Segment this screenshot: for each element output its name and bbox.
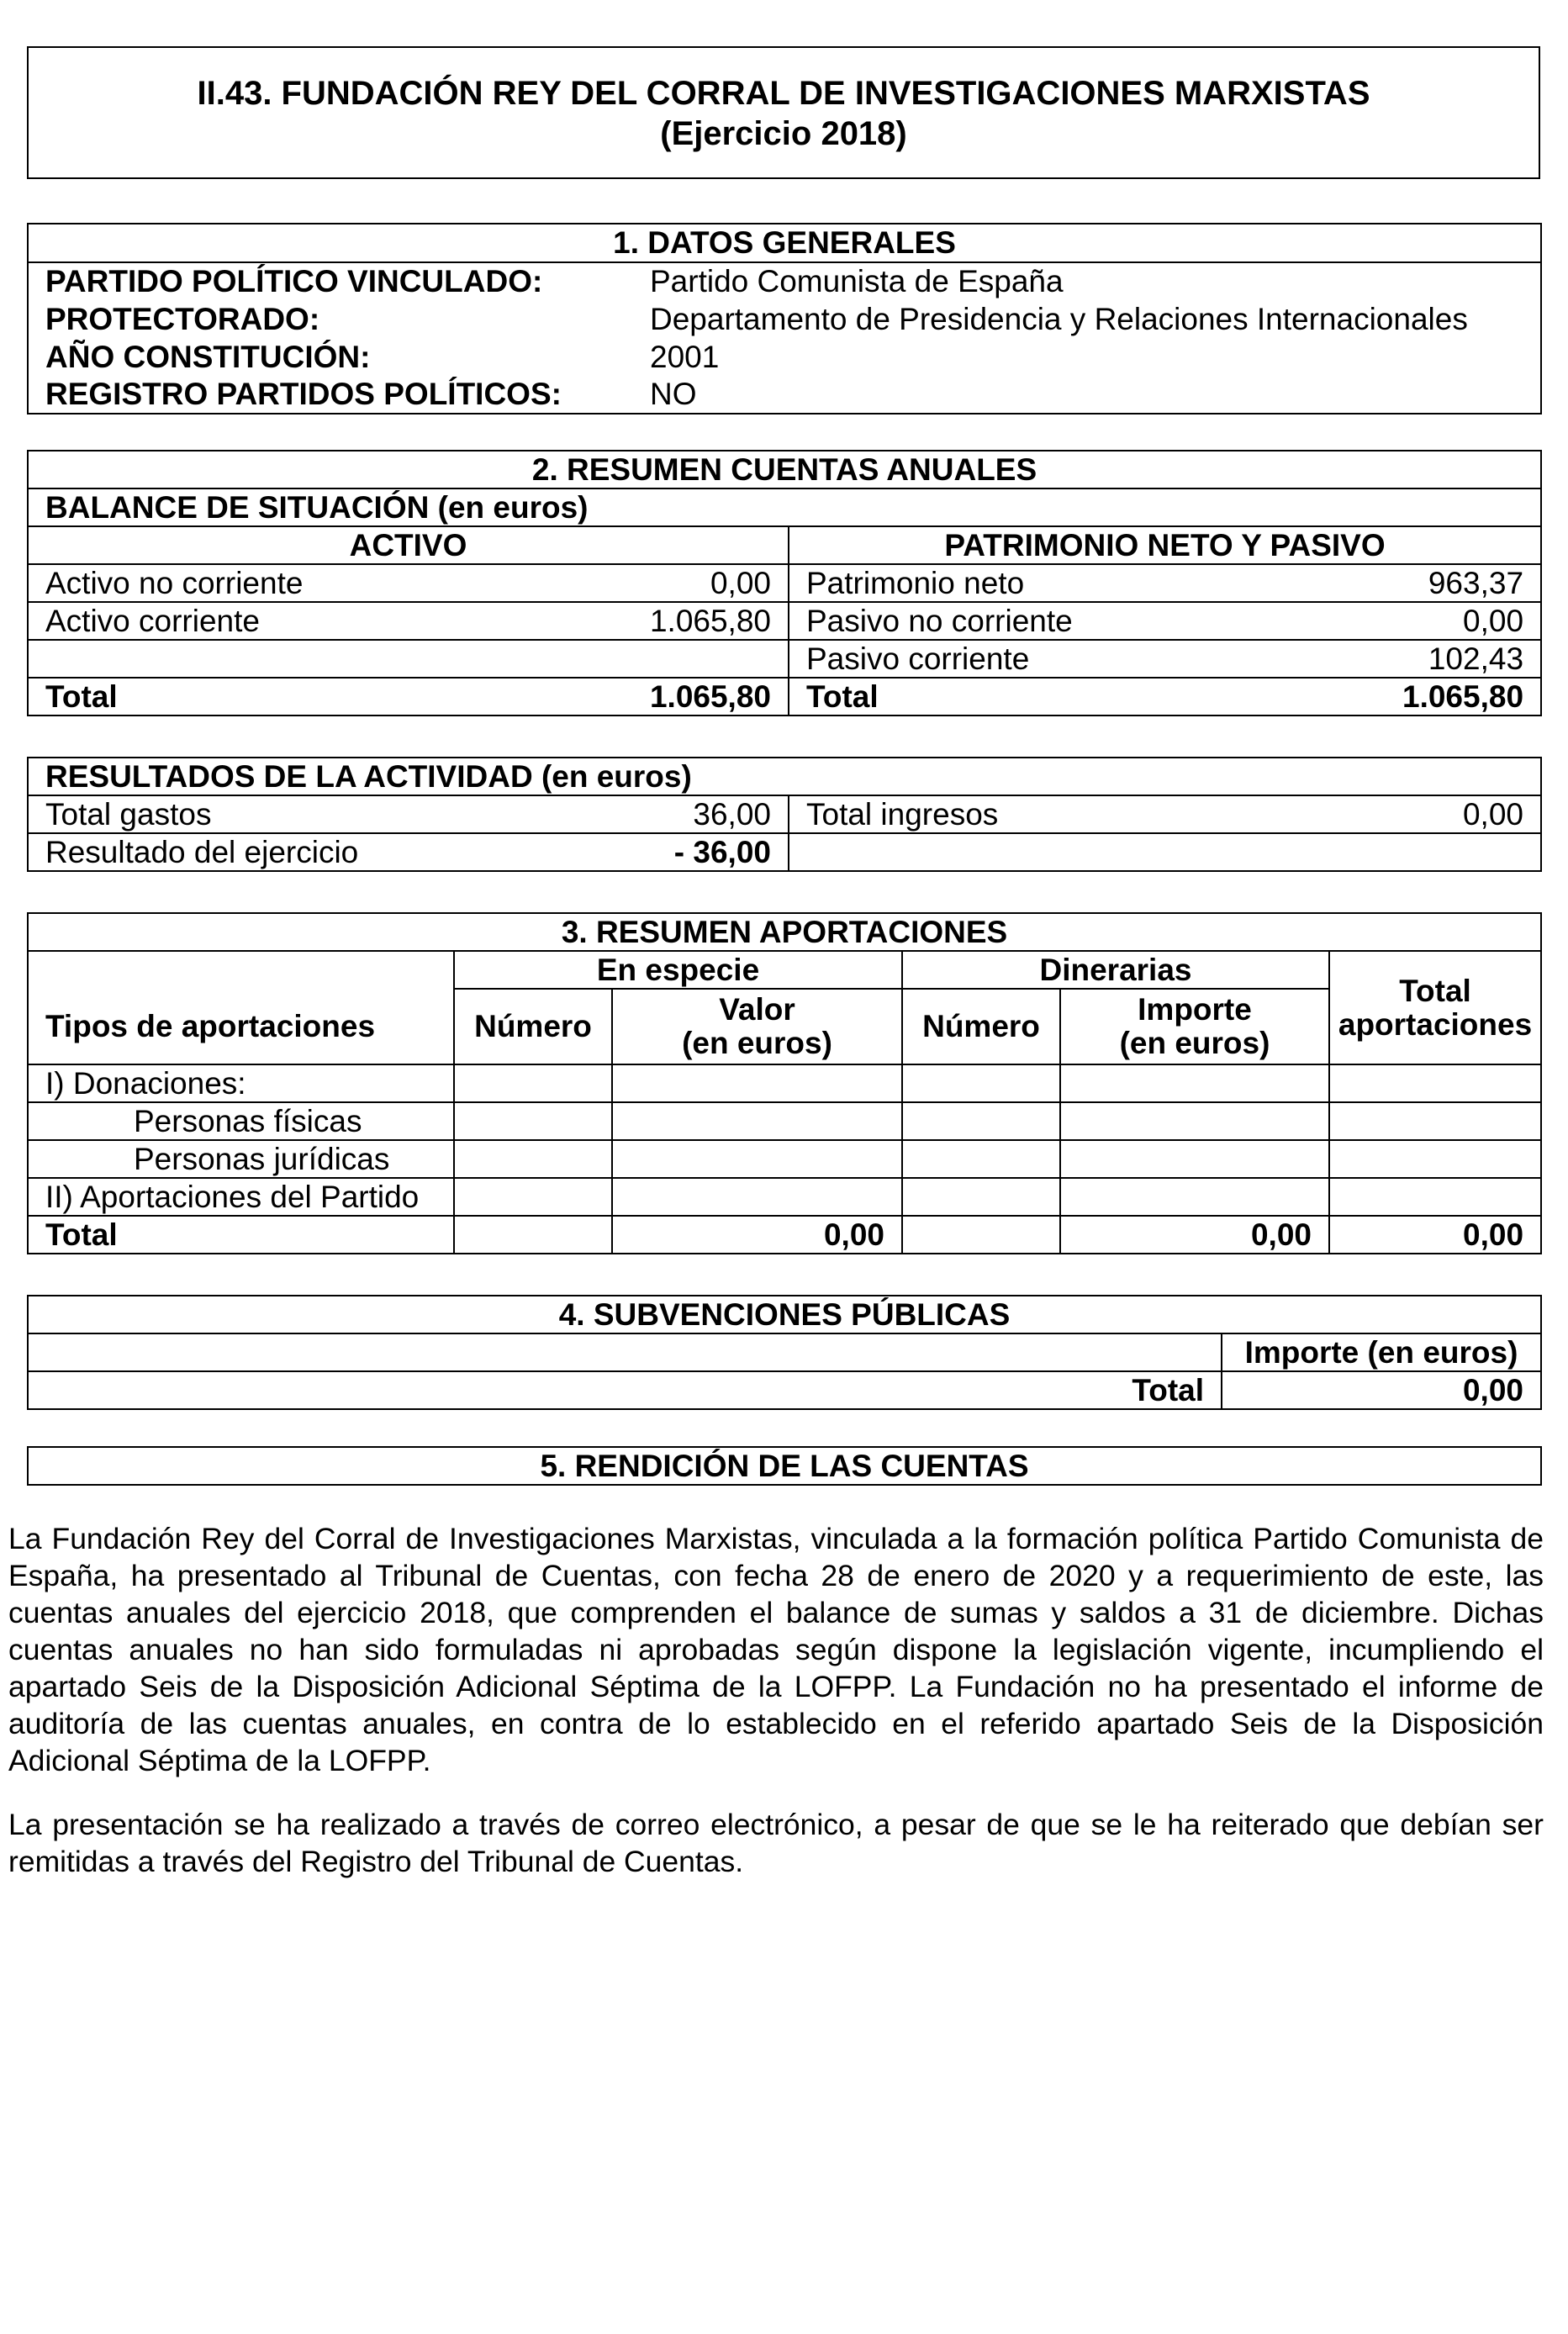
- aport-row-label: Personas físicas: [28, 1102, 454, 1140]
- subvenciones-total-value: 0,00: [1222, 1371, 1541, 1409]
- importe-line1: Importe: [1138, 992, 1252, 1027]
- resultado-value: - 36,00: [566, 833, 789, 871]
- balance-table: [27, 450, 1542, 716]
- aport-total-label: Total: [28, 1216, 454, 1254]
- total-aportaciones-line1: Total: [1399, 973, 1471, 1008]
- numero-dinerarias-header: Número: [902, 989, 1060, 1064]
- activo-total-label: Total: [28, 678, 566, 716]
- resultado-empty: [789, 833, 1327, 871]
- resultado-label: Resultado del ejercicio: [28, 833, 566, 871]
- subvenciones-total-label: Total: [28, 1371, 1222, 1409]
- aport-total-valor: 0,00: [612, 1216, 902, 1254]
- balance-title: BALANCE DE SITUACIÓN (en euros): [28, 488, 1541, 526]
- importe-line2: (en euros): [1119, 1026, 1270, 1060]
- document-title-box: [27, 46, 1540, 179]
- datos-value: 2001: [633, 338, 1541, 376]
- en-especie-header: En especie: [454, 951, 902, 989]
- resultado-empty: [1327, 833, 1541, 871]
- cell: [1060, 1140, 1329, 1178]
- rendicion-paragraph-2: La presentación se ha realizado a través de correo electrónico, a pesar de que se le ha reiterado que debían ser remitidas a través del Registro del Tribunal de Cuentas.: [8, 1808, 1544, 1878]
- pasivo-value: 0,00: [1327, 602, 1541, 640]
- cell: [454, 1216, 612, 1254]
- section-4-title: 4. SUBVENCIONES PÚBLICAS: [28, 1296, 1541, 1333]
- section-1-title: 1. DATOS GENERALES: [28, 224, 1541, 262]
- aport-row-label: II) Aportaciones del Partido: [28, 1178, 454, 1216]
- resultados-title: RESULTADOS DE LA ACTIVIDAD (en euros): [28, 758, 1541, 795]
- pasivo-label: Patrimonio neto: [789, 564, 1327, 602]
- cell: [1060, 1064, 1329, 1102]
- pasivo-value: 963,37: [1327, 564, 1541, 602]
- aport-row-label: I) Donaciones:: [28, 1064, 454, 1102]
- ingresos-value: 0,00: [1327, 795, 1541, 833]
- dinerarias-header: Dinerarias: [902, 951, 1329, 989]
- datos-generales-table: [27, 223, 1542, 415]
- document-subtitle: (Ejercicio 2018): [660, 115, 907, 152]
- cell: [902, 1140, 1060, 1178]
- pasivo-total-value: 1.065,80: [1327, 678, 1541, 716]
- cell: [902, 1064, 1060, 1102]
- subvenciones-table: [27, 1295, 1542, 1410]
- datos-value: NO: [633, 376, 1541, 414]
- total-aportaciones-header: [1329, 951, 1541, 1064]
- rendicion-table: [27, 1446, 1542, 1486]
- cell: [612, 1140, 902, 1178]
- cell: [454, 1178, 612, 1216]
- activo-label: [28, 640, 566, 678]
- activo-value: [566, 640, 789, 678]
- datos-value: Partido Comunista de España: [633, 262, 1541, 300]
- activo-value: 1.065,80: [566, 602, 789, 640]
- activo-label: Activo no corriente: [28, 564, 566, 602]
- valor-line1: Valor: [719, 992, 795, 1027]
- cell: [454, 1140, 612, 1178]
- total-aportaciones-line2: aportaciones: [1338, 1006, 1533, 1042]
- cell: [612, 1178, 902, 1216]
- activo-total-value: 1.065,80: [566, 678, 789, 716]
- cell: [454, 1064, 612, 1102]
- cell: [1329, 1102, 1541, 1140]
- pasivo-value: 102,43: [1327, 640, 1541, 678]
- importe-header: [1060, 989, 1329, 1064]
- activo-value: 0,00: [566, 564, 789, 602]
- cell: [902, 1178, 1060, 1216]
- datos-value: Departamento de Presidencia y Relaciones Internacionales: [633, 300, 1541, 338]
- resultados-table: [27, 757, 1542, 872]
- section-3-title: 3. RESUMEN APORTACIONES: [28, 913, 1541, 951]
- rendicion-paragraph-1: La Fundación Rey del Corral de Investigaciones Marxistas, vinculada a la formación política Partido Comunista de España, ha presentado al Tribunal de Cuentas, con fecha 28 de enero de 2020 y a requerimiento de este, las cuentas anuales del ejercicio 2018, que comprenden el balance de sumas y saldos a 31 de diciembre. Dichas cuentas anuales no han sido formuladas ni aprobadas según dispone la legislación vigente, incumpliendo el apartado Seis de la Disposición Adicional Séptima de la LOFPP. La Fundación no ha presentado el informe de auditoría de las cuentas anuales, en contra de lo establecido en el referido apartado Seis de la Disposición Adicional Séptima de la LOFPP.: [8, 1522, 1544, 1777]
- cell: [902, 1216, 1060, 1254]
- datos-label: AÑO CONSTITUCIÓN:: [28, 338, 633, 376]
- subvenciones-empty: [28, 1333, 1222, 1371]
- valor-line2: (en euros): [682, 1026, 832, 1060]
- aport-empty-head: [28, 951, 454, 989]
- ingresos-label: Total ingresos: [789, 795, 1327, 833]
- section-5-title: 5. RENDICIÓN DE LAS CUENTAS: [28, 1447, 1541, 1485]
- cell: [1329, 1140, 1541, 1178]
- gastos-label: Total gastos: [28, 795, 566, 833]
- valor-header: [612, 989, 902, 1064]
- cell: [1329, 1178, 1541, 1216]
- datos-label: REGISTRO PARTIDOS POLÍTICOS:: [28, 376, 633, 414]
- cell: [612, 1064, 902, 1102]
- aport-total-importe: 0,00: [1060, 1216, 1329, 1254]
- cell: [902, 1102, 1060, 1140]
- cell: [612, 1102, 902, 1140]
- aport-row-label: Personas jurídicas: [28, 1140, 454, 1178]
- pasivo-label: Pasivo no corriente: [789, 602, 1327, 640]
- numero-especie-header: Número: [454, 989, 612, 1064]
- pasivo-total-label: Total: [789, 678, 1327, 716]
- document-title: II.43. FUNDACIÓN REY DEL CORRAL DE INVESTIGACIONES MARXISTAS: [197, 75, 1370, 112]
- cell: [1060, 1102, 1329, 1140]
- tipos-header: Tipos de aportaciones: [28, 989, 454, 1064]
- gastos-value: 36,00: [566, 795, 789, 833]
- cell: [1060, 1178, 1329, 1216]
- pasivo-label: Pasivo corriente: [789, 640, 1327, 678]
- datos-label: PROTECTORADO:: [28, 300, 633, 338]
- activo-header: ACTIVO: [28, 526, 789, 564]
- aportaciones-table: [27, 912, 1542, 1254]
- importe-euros-header: Importe (en euros): [1222, 1333, 1541, 1371]
- cell: [1329, 1064, 1541, 1102]
- aport-total-total: 0,00: [1329, 1216, 1541, 1254]
- pasivo-header: PATRIMONIO NETO Y PASIVO: [789, 526, 1541, 564]
- activo-label: Activo corriente: [28, 602, 566, 640]
- cell: [454, 1102, 612, 1140]
- section-2-title: 2. RESUMEN CUENTAS ANUALES: [28, 451, 1541, 488]
- datos-label: PARTIDO POLÍTICO VINCULADO:: [28, 262, 633, 300]
